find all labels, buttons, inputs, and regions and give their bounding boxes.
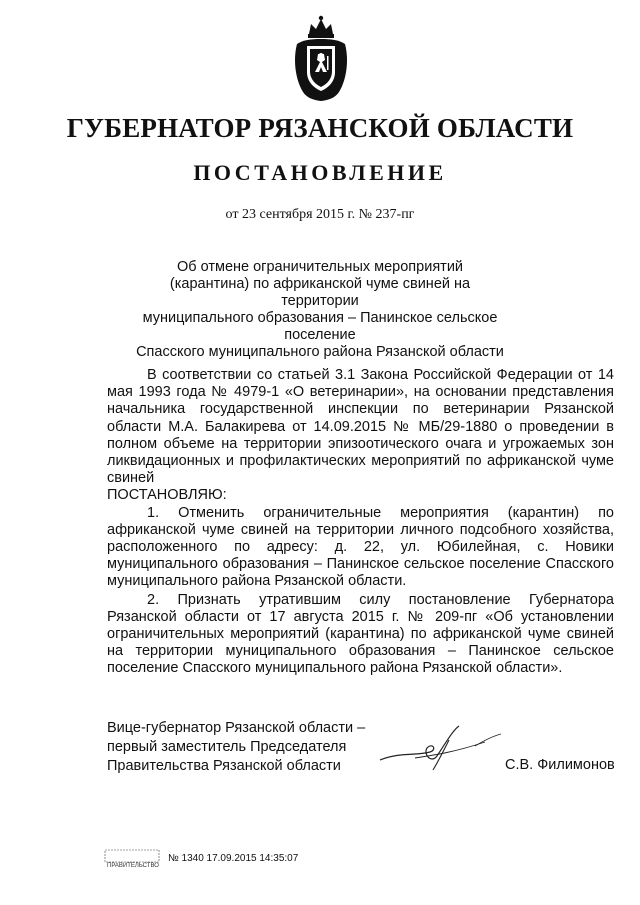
preamble-paragraph: В соответствии со статьей 3.1 Закона Российской Федерации от 14 мая 1993 года № 4979-1 «О ветеринарии», на основании представления начальника государственной инспекции по ветеринарии Рязанской области М.А. Балакирева от 14.09.2015 № МБ/29-1880 о проведении в полном объеме на территории эпизоотического очага и угрожаемых зон ликвидационных и профилактических мероприятий по африканской чуме свиней bbox=[107, 367, 614, 487]
signer-name: С.В. Филимонов bbox=[505, 757, 615, 773]
subject-line: муниципального образования – Панинское сельское поселение bbox=[142, 310, 498, 343]
registration-stamp bbox=[104, 849, 160, 869]
organization-title: ГУБЕРНАТОР РЯЗАНСКОЙ ОБЛАСТИ bbox=[66, 113, 574, 143]
registration-number: № 1340 17.09.2015 14:35:07 bbox=[168, 853, 299, 864]
document-subject bbox=[130, 259, 510, 361]
document-date-number: от 23 сентября 2015 г. № 237-пг bbox=[225, 207, 415, 222]
item-2-paragraph: 2. Признать утратившим силу постановление Губернатора Рязанской области от 17 августа 2015 г. № 209-пг «Об установлении ограничительных мероприятий (карантина) по африканской чуме свиней на территории муниципального образования – Панинское сельское поселение Спасского муниципального района Рязанской области». bbox=[107, 591, 614, 677]
document-body bbox=[107, 367, 614, 678]
subject-line: Спасского муниципального района Рязанской области bbox=[136, 344, 504, 360]
subject-line: Об отмене ограничительных мероприятий bbox=[176, 259, 464, 275]
subject-line: (карантина) по африканской чуме свиней на территории bbox=[169, 276, 471, 309]
handwritten-signature bbox=[375, 722, 505, 772]
coat-of-arms-icon bbox=[291, 14, 351, 102]
signer-position-line: первый заместитель Председателя bbox=[107, 739, 347, 755]
item-1-paragraph: 1. Отменить ограничительные мероприятия (карантин) по африканской чуме свиней на территории личного подсобного хозяйства, расположенного по адресу: д. 22, ул. Юбилейная, с. Новики муниципального образования – Панинское сельское поселение Спасского муниципального района Рязанской области. bbox=[107, 504, 614, 590]
decree-word: ПОСТАНОВЛЯЮ: bbox=[107, 487, 227, 504]
signer-position bbox=[107, 719, 387, 776]
signer-position-line: Вице-губернатор Рязанской области – bbox=[107, 720, 366, 736]
document-type: ПОСТАНОВЛЕНИЕ bbox=[193, 160, 447, 185]
stamp-text: ПРАВИТЕЛЬСТВО bbox=[107, 863, 159, 869]
signer-position-line: Правительства Рязанской области bbox=[107, 758, 341, 774]
